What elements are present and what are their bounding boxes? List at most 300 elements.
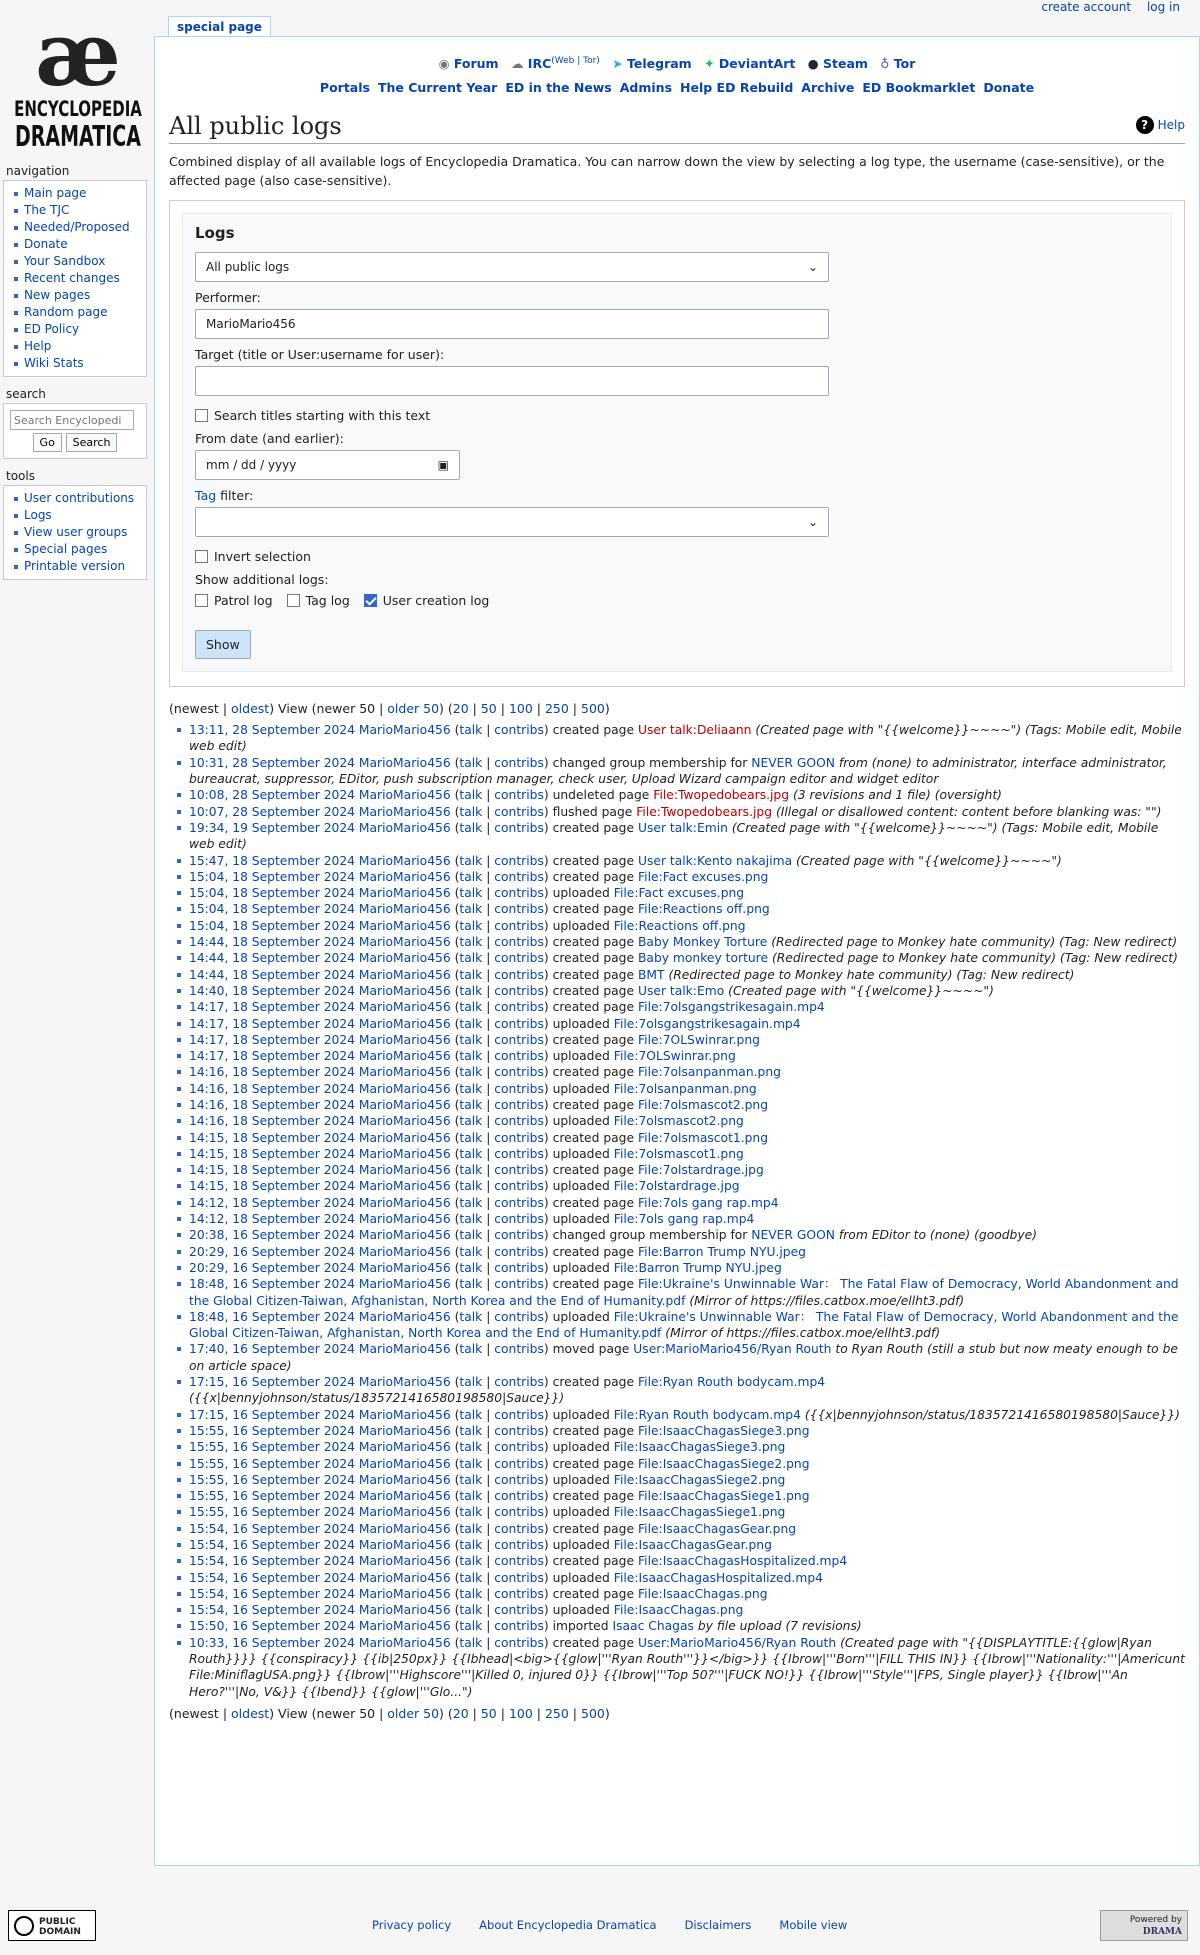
topnav-link-6[interactable]: ED Bookmarklet	[862, 80, 976, 96]
go-button[interactable]: Go	[33, 433, 62, 452]
steam-link[interactable]: ● Steam	[807, 56, 868, 72]
log-target-link[interactable]: File:7olsmascot2.png	[637, 1097, 769, 1112]
log-contribs-link[interactable]: contribs	[494, 820, 544, 835]
log-contribs-link[interactable]: contribs	[494, 755, 544, 770]
log-target-link[interactable]: File:Barron Trump NYU.jpeg	[637, 1244, 806, 1259]
tools-item-4[interactable]: Printable version	[24, 558, 142, 575]
log-contribs-link[interactable]: contribs	[494, 1130, 544, 1145]
log-timestamp-link[interactable]: 15:04, 18 September 2024	[189, 918, 355, 933]
log-target-link[interactable]: File:IsaacChagasSiege3.png	[637, 1423, 810, 1438]
older-link[interactable]: older 50	[387, 1705, 440, 1721]
log-talk-link[interactable]: talk	[459, 1603, 483, 1618]
log-timestamp-link[interactable]: 14:15, 18 September 2024	[189, 1179, 355, 1194]
log-target-link[interactable]: File:7olsmascot1.png	[613, 1146, 744, 1161]
log-contribs-link[interactable]: contribs	[494, 1521, 544, 1536]
log-timestamp-link[interactable]: 18:48, 16 September 2024	[189, 1309, 355, 1324]
log-target-link[interactable]: File:Fact excuses.png	[613, 886, 745, 901]
log-user-link[interactable]: MarioMario456	[358, 1065, 451, 1080]
log-target-link[interactable]: File:IsaacChagas.png	[613, 1603, 744, 1618]
log-contribs-link[interactable]: contribs	[494, 1489, 544, 1504]
log-timestamp-link[interactable]: 15:54, 16 September 2024	[189, 1521, 355, 1536]
log-target-link[interactable]: File:Barron Trump NYU.jpeg	[613, 1260, 782, 1275]
log-target-link[interactable]: File:7olsanpanman.png	[613, 1081, 757, 1096]
log-contribs-link[interactable]: contribs	[494, 1195, 544, 1210]
log-contribs-link[interactable]: contribs	[494, 1505, 544, 1520]
log-contribs-link[interactable]: contribs	[494, 1081, 544, 1096]
log-user-link[interactable]: MarioMario456	[358, 1407, 451, 1422]
log-user-link[interactable]: MarioMario456	[358, 1440, 451, 1455]
user-creation-log-checkbox[interactable]	[364, 594, 377, 607]
log-contribs-link[interactable]: contribs	[494, 967, 544, 982]
log-user-link[interactable]: MarioMario456	[358, 788, 451, 803]
log-timestamp-link[interactable]: 15:04, 18 September 2024	[189, 886, 355, 901]
log-timestamp-link[interactable]: 14:44, 18 September 2024	[189, 951, 355, 966]
log-user-link[interactable]: MarioMario456	[358, 951, 451, 966]
log-contribs-link[interactable]: contribs	[494, 1277, 544, 1292]
log-timestamp-link[interactable]: 14:12, 18 September 2024	[189, 1212, 355, 1227]
log-talk-link[interactable]: talk	[459, 1097, 483, 1112]
log-target-link[interactable]: File:7olstardrage.jpg	[637, 1163, 764, 1178]
log-contribs-link[interactable]: contribs	[494, 1586, 544, 1601]
log-target-link[interactable]: File:7OLSwinrar.png	[613, 1049, 736, 1064]
footer-link-0[interactable]: Privacy policy	[372, 1918, 452, 1932]
log-contribs-link[interactable]: contribs	[494, 869, 544, 884]
log-talk-link[interactable]: talk	[459, 1375, 483, 1390]
log-talk-link[interactable]: talk	[459, 1065, 483, 1080]
log-user-link[interactable]: MarioMario456	[358, 755, 451, 770]
log-target-link[interactable]: File:Ukraine's Unwinnable War： The Fatal Flaw of Democracy, World Abandonment and the Global Citizen-Taiwan, Afghanistan, North Korea and the End of Humanity.pdf	[189, 1309, 1179, 1341]
log-talk-link[interactable]: talk	[459, 755, 483, 770]
log-timestamp-link[interactable]: 15:55, 16 September 2024	[189, 1423, 355, 1438]
log-talk-link[interactable]: talk	[459, 820, 483, 835]
log-target-link[interactable]: File:Twopedobears.jpg	[636, 804, 773, 819]
sidebar-item-8[interactable]: ED Policy	[24, 321, 142, 338]
limit-link-500[interactable]: 500	[581, 1705, 605, 1721]
log-target-link[interactable]: NEVER GOON	[751, 1228, 835, 1243]
topnav-link-2[interactable]: ED in the News	[505, 80, 612, 96]
log-timestamp-link[interactable]: 14:44, 18 September 2024	[189, 967, 355, 982]
log-talk-link[interactable]: talk	[459, 1081, 483, 1096]
log-target-link[interactable]: File:Fact excuses.png	[637, 869, 769, 884]
limit-link-50[interactable]: 50	[480, 1705, 497, 1721]
log-target-link[interactable]: File:7olsgangstrikesagain.mp4	[637, 1000, 825, 1015]
tag-log-checkbox[interactable]	[287, 594, 300, 607]
footer-link-2[interactable]: Disclaimers	[684, 1918, 752, 1932]
log-timestamp-link[interactable]: 18:48, 16 September 2024	[189, 1277, 355, 1292]
log-target-link[interactable]: File:IsaacChagasGear.png	[613, 1538, 772, 1552]
sidebar-item-3[interactable]: Donate	[24, 236, 142, 253]
log-talk-link[interactable]: talk	[459, 1554, 483, 1569]
log-talk-link[interactable]: talk	[459, 1489, 483, 1504]
sidebar-item-9[interactable]: Help	[24, 338, 142, 355]
log-talk-link[interactable]: talk	[459, 723, 483, 738]
log-talk-link[interactable]: talk	[459, 1163, 483, 1178]
log-user-link[interactable]: MarioMario456	[358, 1375, 451, 1390]
log-target-link[interactable]: File:Reactions off.png	[613, 918, 746, 933]
topnav-link-7[interactable]: Donate	[983, 80, 1035, 96]
log-talk-link[interactable]: talk	[459, 1244, 483, 1259]
log-user-link[interactable]: MarioMario456	[358, 1309, 451, 1324]
log-timestamp-link[interactable]: 14:17, 18 September 2024	[189, 1032, 355, 1047]
tools-item-1[interactable]: Logs	[24, 507, 142, 524]
log-timestamp-link[interactable]: 14:44, 18 September 2024	[189, 935, 355, 950]
log-user-link[interactable]: MarioMario456	[358, 1423, 451, 1438]
limit-link-500[interactable]: 500	[581, 701, 605, 717]
log-talk-link[interactable]: talk	[459, 918, 483, 933]
log-talk-link[interactable]: talk	[459, 1130, 483, 1145]
log-talk-link[interactable]: talk	[459, 1619, 483, 1634]
log-talk-link[interactable]: talk	[459, 1342, 483, 1357]
log-target-link[interactable]: File:Ukraine's Unwinnable War： The Fatal Flaw of Democracy, World Abandonment and the Global Citizen-Taiwan, Afghanistan, North Korea and the End of Humanity.pdf	[189, 1277, 1179, 1308]
log-user-link[interactable]: MarioMario456	[358, 902, 451, 917]
tools-item-3[interactable]: Special pages	[24, 541, 142, 558]
log-user-link[interactable]: MarioMario456	[358, 1538, 451, 1552]
log-type-select[interactable]	[195, 252, 829, 282]
log-timestamp-link[interactable]: 15:54, 16 September 2024	[189, 1554, 355, 1569]
log-user-link[interactable]: MarioMario456	[358, 1163, 451, 1178]
log-timestamp-link[interactable]: 14:15, 18 September 2024	[189, 1130, 355, 1145]
log-user-link[interactable]: MarioMario456	[358, 1146, 451, 1161]
log-user-link[interactable]: MarioMario456	[358, 1277, 451, 1292]
log-contribs-link[interactable]: contribs	[494, 1114, 544, 1129]
log-target-link[interactable]: File:Ryan Routh bodycam.mp4	[613, 1407, 801, 1422]
log-talk-link[interactable]: talk	[459, 869, 483, 884]
oldest-link[interactable]: oldest	[231, 1705, 270, 1721]
log-user-link[interactable]: MarioMario456	[358, 869, 451, 884]
log-target-link[interactable]: File:IsaacChagasSiege2.png	[613, 1472, 786, 1487]
log-contribs-link[interactable]: contribs	[494, 1375, 544, 1390]
log-user-link[interactable]: MarioMario456	[358, 1586, 451, 1601]
prefix-checkbox[interactable]	[195, 409, 208, 422]
log-timestamp-link[interactable]: 19:34, 19 September 2024	[189, 820, 355, 835]
log-talk-link[interactable]: talk	[459, 1309, 483, 1324]
log-user-link[interactable]: MarioMario456	[358, 723, 451, 738]
log-timestamp-link[interactable]: 15:55, 16 September 2024	[189, 1489, 355, 1504]
log-user-link[interactable]: MarioMario456	[358, 967, 451, 982]
log-target-link[interactable]: User:MarioMario456/Ryan Routh	[637, 1635, 837, 1650]
tools-item-0[interactable]: User contributions	[24, 490, 142, 507]
log-contribs-link[interactable]: contribs	[494, 918, 544, 933]
log-talk-link[interactable]: talk	[459, 788, 483, 803]
log-target-link[interactable]: BMT	[637, 967, 665, 982]
log-contribs-link[interactable]: contribs	[494, 1570, 544, 1585]
footer-link-3[interactable]: Mobile view	[779, 1918, 848, 1932]
log-talk-link[interactable]: talk	[459, 1016, 483, 1031]
log-talk-link[interactable]: talk	[459, 967, 483, 982]
limit-link-250[interactable]: 250	[544, 1705, 569, 1721]
log-timestamp-link[interactable]: 20:29, 16 September 2024	[189, 1260, 355, 1275]
log-timestamp-link[interactable]: 15:55, 16 September 2024	[189, 1440, 355, 1455]
deviantart-link[interactable]: ✦ DeviantArt	[704, 56, 796, 72]
log-talk-link[interactable]: talk	[459, 1049, 483, 1064]
log-talk-link[interactable]: talk	[459, 1032, 483, 1047]
irc-link[interactable]: ☁ $IRC^{(Web | Tor)}$	[510, 56, 600, 72]
log-timestamp-link[interactable]: 14:12, 18 September 2024	[189, 1195, 355, 1210]
older-link[interactable]: older 50	[387, 701, 440, 717]
log-timestamp-link[interactable]: 14:16, 18 September 2024	[189, 1097, 355, 1112]
log-target-link[interactable]: File:IsaacChagas.png	[637, 1586, 768, 1601]
log-contribs-link[interactable]: contribs	[494, 1065, 544, 1080]
log-timestamp-link[interactable]: 15:54, 16 September 2024	[189, 1570, 355, 1585]
log-timestamp-link[interactable]: 14:16, 18 September 2024	[189, 1065, 355, 1080]
tor-link[interactable]: ♁ Tor	[880, 56, 916, 72]
log-talk-link[interactable]: talk	[459, 1635, 483, 1650]
log-contribs-link[interactable]: contribs	[494, 1097, 544, 1112]
telegram-link[interactable]: ➤ Telegram	[612, 56, 692, 72]
search-input[interactable]	[10, 410, 134, 430]
log-timestamp-link[interactable]: 20:29, 16 September 2024	[189, 1244, 355, 1259]
log-timestamp-link[interactable]: 15:04, 18 September 2024	[189, 902, 355, 917]
sidebar-item-1[interactable]: The TJC	[24, 202, 142, 219]
log-target-link[interactable]: File:7olsmascot1.png	[637, 1130, 769, 1145]
log-talk-link[interactable]: talk	[459, 1000, 483, 1015]
log-target-link[interactable]: File:IsaacChagasHospitalized.mp4	[637, 1554, 848, 1569]
log-user-link[interactable]: MarioMario456	[358, 1619, 451, 1634]
log-timestamp-link[interactable]: 17:40, 16 September 2024	[189, 1342, 355, 1357]
log-talk-link[interactable]: talk	[459, 1423, 483, 1438]
calendar-icon[interactable]: ▣	[437, 458, 449, 473]
limit-link-20[interactable]: 20	[452, 701, 469, 717]
log-talk-link[interactable]: talk	[459, 1440, 483, 1455]
log-talk-link[interactable]: talk	[459, 1505, 483, 1520]
log-user-link[interactable]: MarioMario456	[358, 1195, 451, 1210]
log-contribs-link[interactable]: contribs	[494, 886, 544, 901]
log-target-link[interactable]: File:IsaacChagasSiege3.png	[613, 1440, 786, 1455]
log-contribs-link[interactable]: contribs	[494, 1146, 544, 1161]
log-user-link[interactable]: MarioMario456	[358, 1212, 451, 1227]
topnav-link-5[interactable]: Archive	[801, 80, 855, 96]
log-target-link[interactable]: File:7olsgangstrikesagain.mp4	[613, 1016, 801, 1031]
log-user-link[interactable]: MarioMario456	[358, 1244, 451, 1259]
log-contribs-link[interactable]: contribs	[494, 1228, 544, 1243]
log-timestamp-link[interactable]: 15:47, 18 September 2024	[189, 853, 355, 868]
footer-link-1[interactable]: About Encyclopedia Dramatica	[479, 1918, 657, 1932]
log-contribs-link[interactable]: contribs	[494, 788, 544, 803]
log-target-link[interactable]: User talk:Emin	[637, 820, 728, 835]
log-user-link[interactable]: MarioMario456	[358, 983, 451, 998]
limit-link-100[interactable]: 100	[508, 701, 533, 717]
log-target-link[interactable]: File:7ols gang rap.mp4	[613, 1212, 755, 1227]
tag-filter-select[interactable]	[195, 507, 829, 537]
topnav-link-3[interactable]: Admins	[619, 80, 673, 96]
log-target-link[interactable]: File:Reactions off.png	[637, 902, 770, 917]
log-timestamp-link[interactable]: 15:55, 16 September 2024	[189, 1472, 355, 1487]
log-target-link[interactable]: NEVER GOON	[751, 755, 835, 770]
tools-item-2[interactable]: View user groups	[24, 524, 142, 541]
log-talk-link[interactable]: talk	[459, 935, 483, 950]
log-target-link[interactable]: File:7ols gang rap.mp4	[637, 1195, 779, 1210]
site-logo[interactable]	[8, 2, 148, 154]
topnav-link-1[interactable]: The Current Year	[377, 80, 498, 96]
topnav-link-0[interactable]: Portals	[319, 80, 370, 96]
log-user-link[interactable]: MarioMario456	[358, 853, 451, 868]
log-contribs-link[interactable]: contribs	[494, 951, 544, 966]
log-timestamp-link[interactable]: 13:11, 28 September 2024	[189, 723, 355, 738]
show-button[interactable]: Show	[195, 630, 251, 659]
log-timestamp-link[interactable]: 14:16, 18 September 2024	[189, 1114, 355, 1129]
sidebar-item-0[interactable]: Main page	[24, 185, 142, 202]
log-target-link[interactable]: File:IsaacChagasGear.png	[637, 1521, 797, 1536]
limit-link-250[interactable]: 250	[544, 701, 569, 717]
log-user-link[interactable]: MarioMario456	[358, 1489, 451, 1504]
log-timestamp-link[interactable]: 17:15, 16 September 2024	[189, 1375, 355, 1390]
log-target-link[interactable]: File:Twopedobears.jpg	[653, 788, 790, 803]
log-contribs-link[interactable]: contribs	[494, 1163, 544, 1178]
log-user-link[interactable]: MarioMario456	[358, 1505, 451, 1520]
log-timestamp-link[interactable]: 14:17, 18 September 2024	[189, 1000, 355, 1015]
log-timestamp-link[interactable]: 10:07, 28 September 2024	[189, 804, 355, 819]
date-input[interactable]	[195, 450, 460, 480]
log-contribs-link[interactable]: contribs	[494, 1554, 544, 1569]
log-timestamp-link[interactable]: 15:54, 16 September 2024	[189, 1603, 355, 1618]
log-user-link[interactable]: MarioMario456	[358, 820, 451, 835]
log-user-link[interactable]: MarioMario456	[358, 1049, 451, 1064]
log-contribs-link[interactable]: contribs	[494, 723, 544, 738]
log-timestamp-link[interactable]: 17:15, 16 September 2024	[189, 1407, 355, 1422]
log-timestamp-link[interactable]: 20:38, 16 September 2024	[189, 1228, 355, 1243]
sidebar-item-6[interactable]: New pages	[24, 287, 142, 304]
log-user-link[interactable]: MarioMario456	[358, 1114, 451, 1129]
sidebar-item-2[interactable]: Needed/Proposed	[24, 219, 142, 236]
log-talk-link[interactable]: talk	[459, 951, 483, 966]
log-contribs-link[interactable]: contribs	[494, 1538, 544, 1552]
log-talk-link[interactable]: talk	[459, 1521, 483, 1536]
log-user-link[interactable]: MarioMario456	[358, 1097, 451, 1112]
log-contribs-link[interactable]: contribs	[494, 935, 544, 950]
log-user-link[interactable]: MarioMario456	[358, 886, 451, 901]
target-input[interactable]	[195, 366, 829, 396]
log-talk-link[interactable]: talk	[459, 1195, 483, 1210]
log-contribs-link[interactable]: contribs	[494, 1049, 544, 1064]
log-talk-link[interactable]: talk	[459, 902, 483, 917]
log-talk-link[interactable]: talk	[459, 1260, 483, 1275]
log-target-link[interactable]: File:IsaacChagasSiege2.png	[637, 1456, 810, 1471]
log-talk-link[interactable]: talk	[459, 886, 483, 901]
log-contribs-link[interactable]: contribs	[494, 1440, 544, 1455]
log-timestamp-link[interactable]: 10:08, 28 September 2024	[189, 788, 355, 803]
log-target-link[interactable]: File:7olsmascot2.png	[613, 1114, 744, 1129]
sidebar-item-10[interactable]: Wiki Stats	[24, 355, 142, 372]
log-contribs-link[interactable]: contribs	[494, 804, 544, 819]
log-timestamp-link[interactable]: 15:54, 16 September 2024	[189, 1586, 355, 1601]
log-timestamp-link[interactable]: 10:31, 28 September 2024	[189, 755, 355, 770]
tag-link[interactable]: Tag	[195, 488, 217, 504]
log-talk-link[interactable]: talk	[459, 853, 483, 868]
log-user-link[interactable]: MarioMario456	[358, 1000, 451, 1015]
log-contribs-link[interactable]: contribs	[494, 1423, 544, 1438]
log-timestamp-link[interactable]: 14:40, 18 September 2024	[189, 983, 355, 998]
log-contribs-link[interactable]: contribs	[494, 1016, 544, 1031]
log-talk-link[interactable]: talk	[459, 1538, 483, 1552]
log-timestamp-link[interactable]: 15:55, 16 September 2024	[189, 1505, 355, 1520]
create-account-link[interactable]: create account	[1041, 0, 1132, 14]
log-talk-link[interactable]: talk	[459, 1212, 483, 1227]
powered-by-badge[interactable]	[1100, 1910, 1188, 1941]
log-target-link[interactable]: File:Ryan Routh bodycam.mp4	[637, 1375, 826, 1390]
log-contribs-link[interactable]: contribs	[494, 1260, 544, 1275]
log-user-link[interactable]: MarioMario456	[358, 1260, 451, 1275]
forum-link[interactable]: ◉ Forum	[438, 56, 499, 72]
log-talk-link[interactable]: talk	[459, 1179, 483, 1194]
invert-checkbox[interactable]	[195, 550, 208, 563]
log-contribs-link[interactable]: contribs	[494, 1635, 544, 1650]
performer-input[interactable]: MarioMario456	[195, 309, 829, 339]
log-user-link[interactable]: MarioMario456	[358, 1472, 451, 1487]
sidebar-item-4[interactable]: Your Sandbox	[24, 253, 142, 270]
help-link[interactable]	[1136, 116, 1185, 134]
log-talk-link[interactable]: talk	[459, 1472, 483, 1487]
sidebar-item-5[interactable]: Recent changes	[24, 270, 142, 287]
log-target-link[interactable]: File:IsaacChagasHospitalized.mp4	[613, 1570, 823, 1585]
public-domain-badge[interactable]	[8, 1910, 96, 1941]
topnav-link-4[interactable]: Help ED Rebuild	[680, 80, 794, 96]
log-target-link[interactable]: User talk:Emo	[637, 983, 725, 998]
limit-link-100[interactable]: 100	[508, 1705, 533, 1721]
log-target-link[interactable]: File:IsaacChagasSiege1.png	[613, 1505, 786, 1520]
log-user-link[interactable]: MarioMario456	[358, 1603, 451, 1618]
log-contribs-link[interactable]: contribs	[494, 1407, 544, 1422]
log-contribs-link[interactable]: contribs	[494, 1619, 544, 1634]
log-talk-link[interactable]: talk	[459, 983, 483, 998]
limit-link-20[interactable]: 20	[452, 1705, 469, 1721]
log-target-link[interactable]: File:7olstardrage.jpg	[613, 1179, 740, 1194]
log-user-link[interactable]: MarioMario456	[358, 1554, 451, 1569]
log-user-link[interactable]: MarioMario456	[358, 935, 451, 950]
log-user-link[interactable]: MarioMario456	[358, 1521, 451, 1536]
log-talk-link[interactable]: talk	[459, 1228, 483, 1243]
log-user-link[interactable]: MarioMario456	[358, 804, 451, 819]
log-user-link[interactable]: MarioMario456	[358, 1570, 451, 1585]
log-target-link[interactable]: File:IsaacChagasSiege1.png	[637, 1489, 810, 1504]
log-target-link[interactable]: Baby Monkey Torture	[637, 935, 768, 950]
log-timestamp-link[interactable]: 14:17, 18 September 2024	[189, 1016, 355, 1031]
log-user-link[interactable]: MarioMario456	[358, 1130, 451, 1145]
log-talk-link[interactable]: talk	[459, 1407, 483, 1422]
log-target-link[interactable]: File:7OLSwinrar.png	[637, 1032, 760, 1047]
log-target-link[interactable]: File:7olsanpanman.png	[637, 1065, 781, 1080]
log-contribs-link[interactable]: contribs	[494, 853, 544, 868]
log-user-link[interactable]: MarioMario456	[358, 918, 451, 933]
login-link[interactable]: log in	[1146, 0, 1180, 14]
log-timestamp-link[interactable]: 15:55, 16 September 2024	[189, 1456, 355, 1471]
log-user-link[interactable]: MarioMario456	[358, 1456, 451, 1471]
log-talk-link[interactable]: talk	[459, 804, 483, 819]
log-timestamp-link[interactable]: 14:17, 18 September 2024	[189, 1049, 355, 1064]
log-contribs-link[interactable]: contribs	[494, 1000, 544, 1015]
log-contribs-link[interactable]: contribs	[494, 1212, 544, 1227]
log-target-link[interactable]: Baby monkey torture	[637, 951, 769, 966]
log-contribs-link[interactable]: contribs	[494, 1472, 544, 1487]
sidebar-item-7[interactable]: Random page	[24, 304, 142, 321]
log-talk-link[interactable]: talk	[459, 1146, 483, 1161]
log-user-link[interactable]: MarioMario456	[358, 1032, 451, 1047]
log-user-link[interactable]: MarioMario456	[358, 1081, 451, 1096]
log-contribs-link[interactable]: contribs	[494, 1032, 544, 1047]
log-talk-link[interactable]: talk	[459, 1570, 483, 1585]
log-contribs-link[interactable]: contribs	[494, 983, 544, 998]
log-talk-link[interactable]: talk	[459, 1277, 483, 1292]
log-contribs-link[interactable]: contribs	[494, 1456, 544, 1471]
log-timestamp-link[interactable]: 14:15, 18 September 2024	[189, 1163, 355, 1178]
log-timestamp-link[interactable]: 15:50, 16 September 2024	[189, 1619, 355, 1634]
log-talk-link[interactable]: talk	[459, 1114, 483, 1129]
log-target-link[interactable]: Isaac Chagas	[612, 1619, 694, 1634]
log-timestamp-link[interactable]: 15:54, 16 September 2024	[189, 1538, 355, 1552]
tab-special-page[interactable]	[168, 16, 271, 36]
log-contribs-link[interactable]: contribs	[494, 1179, 544, 1194]
log-user-link[interactable]: MarioMario456	[358, 1016, 451, 1031]
log-user-link[interactable]: MarioMario456	[358, 1635, 451, 1650]
